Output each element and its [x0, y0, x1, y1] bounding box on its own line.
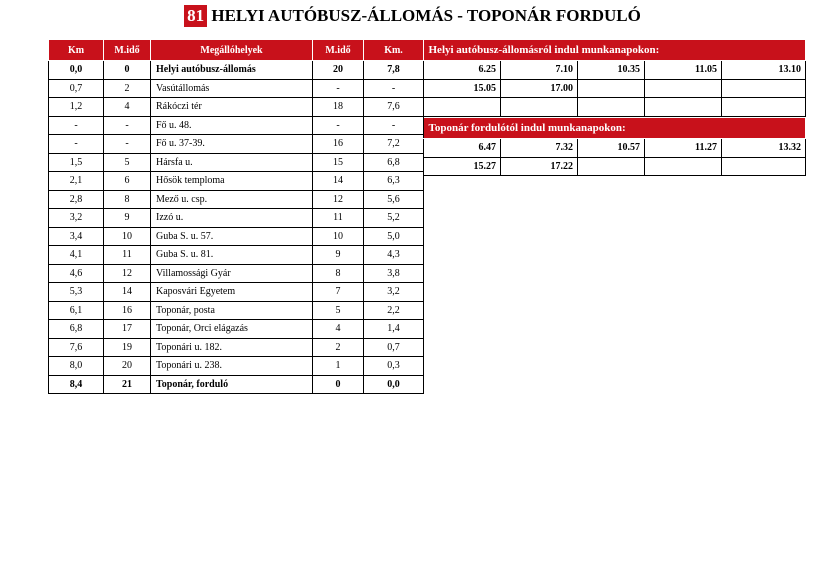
departure-row	[424, 139, 806, 158]
stop-row	[49, 357, 424, 376]
route-number-badge: 81	[184, 5, 207, 27]
stop-km: 0,0	[49, 61, 104, 80]
departure-time: 6.47	[424, 139, 501, 158]
stop-km-return: 5,0	[364, 227, 424, 246]
stop-row	[49, 227, 424, 246]
stop-km-return: 6,8	[364, 153, 424, 172]
stop-name: Toponár, forduló	[151, 375, 313, 394]
stop-km: 6,1	[49, 301, 104, 320]
stops-header-row	[49, 40, 424, 61]
departure-time: 13.10	[722, 61, 806, 80]
stop-travel-time-return: 12	[313, 190, 364, 209]
stop-name: Toponár, posta	[151, 301, 313, 320]
stop-row	[49, 283, 424, 302]
stop-name: Guba S. u. 81.	[151, 246, 313, 265]
departure-time	[501, 98, 578, 117]
stop-row	[49, 301, 424, 320]
stop-km-return: 7,6	[364, 98, 424, 117]
stop-km: 3,4	[49, 227, 104, 246]
stop-travel-time: 2	[104, 79, 151, 98]
stop-travel-time: 19	[104, 338, 151, 357]
stop-km-return: 5,2	[364, 209, 424, 228]
header-km: Km	[49, 40, 104, 61]
stop-travel-time-return: 1	[313, 357, 364, 376]
stop-travel-time-return: 14	[313, 172, 364, 191]
route-title: HELYI AUTÓBUSZ-ÁLLOMÁS - TOPONÁR FORDULÓ	[211, 6, 641, 25]
stop-name: Kaposvári Egyetem	[151, 283, 313, 302]
departure-time	[645, 157, 722, 176]
departure-row	[424, 79, 806, 98]
stop-km-return: 4,3	[364, 246, 424, 265]
stop-travel-time: 6	[104, 172, 151, 191]
stop-travel-time: 17	[104, 320, 151, 339]
stop-travel-time-return: 11	[313, 209, 364, 228]
stop-travel-time-return: 10	[313, 227, 364, 246]
departure-time: 13.32	[722, 139, 806, 158]
stop-km: 2,1	[49, 172, 104, 191]
stop-travel-time: 5	[104, 153, 151, 172]
stop-name: Fő u. 48.	[151, 116, 313, 135]
stop-travel-time: -	[104, 135, 151, 154]
departure-time: 11.27	[645, 139, 722, 158]
stop-row	[49, 172, 424, 191]
stop-row	[49, 264, 424, 283]
stop-km-return: 6,3	[364, 172, 424, 191]
stop-travel-time-return: 4	[313, 320, 364, 339]
stop-row	[49, 79, 424, 98]
departure-time	[424, 98, 501, 117]
stop-row	[49, 135, 424, 154]
stop-name: Toponár, Orci elágazás	[151, 320, 313, 339]
departure-time: 15.27	[424, 157, 501, 176]
departure-time: 17.22	[501, 157, 578, 176]
departure-time	[578, 98, 645, 117]
stop-travel-time: 0	[104, 61, 151, 80]
stop-km-return: 0,3	[364, 357, 424, 376]
departure-time: 7.32	[501, 139, 578, 158]
stop-travel-time: 10	[104, 227, 151, 246]
stop-name: Toponári u. 182.	[151, 338, 313, 357]
header-travel-time-return: M.idő	[313, 40, 364, 61]
departure-time: 10.35	[578, 61, 645, 80]
stop-travel-time: 16	[104, 301, 151, 320]
stop-row	[49, 190, 424, 209]
stop-km-return: -	[364, 79, 424, 98]
departures-from-station-heading: Helyi autóbusz-állomásról indul munkanapokon:	[424, 40, 806, 61]
stop-row	[49, 153, 424, 172]
departure-time: 10.57	[578, 139, 645, 158]
stop-travel-time-return: 16	[313, 135, 364, 154]
stop-travel-time: 21	[104, 375, 151, 394]
stop-name: Izzó u.	[151, 209, 313, 228]
stop-travel-time: 12	[104, 264, 151, 283]
stop-name: Rákóczi tér	[151, 98, 313, 117]
stop-km: 2,8	[49, 190, 104, 209]
stop-row	[49, 375, 424, 394]
departure-time	[722, 157, 806, 176]
stop-km: 1,5	[49, 153, 104, 172]
stop-row	[49, 98, 424, 117]
departure-row	[424, 157, 806, 176]
stops-table	[48, 39, 424, 394]
stop-name: Villamossági Gyár	[151, 264, 313, 283]
stop-name: Toponári u. 238.	[151, 357, 313, 376]
departure-time: 15.05	[424, 79, 501, 98]
stop-km: 4,6	[49, 264, 104, 283]
stop-km: 8,4	[49, 375, 104, 394]
stop-travel-time-return: 8	[313, 264, 364, 283]
stop-km: 5,3	[49, 283, 104, 302]
stop-travel-time-return: 18	[313, 98, 364, 117]
stop-km: 8,0	[49, 357, 104, 376]
stop-name: Vasútállomás	[151, 79, 313, 98]
departures-from-toponar-table	[423, 117, 806, 176]
stop-travel-time-return: -	[313, 79, 364, 98]
stop-travel-time-return: 20	[313, 61, 364, 80]
stop-travel-time-return: 15	[313, 153, 364, 172]
stop-travel-time: 14	[104, 283, 151, 302]
stop-row	[49, 61, 424, 80]
stop-name: Mező u. csp.	[151, 190, 313, 209]
stop-travel-time-return: 2	[313, 338, 364, 357]
stop-travel-time-return: 0	[313, 375, 364, 394]
stop-km-return: 5,6	[364, 190, 424, 209]
stop-travel-time: 8	[104, 190, 151, 209]
stop-km-return: 1,4	[364, 320, 424, 339]
departure-time: 17.00	[501, 79, 578, 98]
header-km-return: Km.	[364, 40, 424, 61]
stop-travel-time-return: -	[313, 116, 364, 135]
stop-row	[49, 116, 424, 135]
stop-km-return: 2,2	[364, 301, 424, 320]
stop-travel-time-return: 9	[313, 246, 364, 265]
departures-from-toponar-heading: Toponár fordulótól indul munkanapokon:	[424, 118, 806, 139]
stop-travel-time: 4	[104, 98, 151, 117]
stop-km: 3,2	[49, 209, 104, 228]
stop-km-return: 7,8	[364, 61, 424, 80]
stop-name: Guba S. u. 57.	[151, 227, 313, 246]
departure-time	[645, 79, 722, 98]
stop-travel-time: 20	[104, 357, 151, 376]
header-stops: Megállóhelyek	[151, 40, 313, 61]
stop-travel-time: -	[104, 116, 151, 135]
stop-travel-time: 9	[104, 209, 151, 228]
stop-travel-time: 11	[104, 246, 151, 265]
stop-name: Fő u. 37-39.	[151, 135, 313, 154]
page-title	[0, 5, 825, 27]
stop-row	[49, 338, 424, 357]
stop-row	[49, 246, 424, 265]
departure-time	[578, 79, 645, 98]
stop-km-return: 0,0	[364, 375, 424, 394]
stop-name: Hársfa u.	[151, 153, 313, 172]
stop-km-return: 3,2	[364, 283, 424, 302]
stop-km: 7,6	[49, 338, 104, 357]
stop-km-return: 0,7	[364, 338, 424, 357]
stop-km-return: 7,2	[364, 135, 424, 154]
stop-travel-time-return: 5	[313, 301, 364, 320]
stop-km: 4,1	[49, 246, 104, 265]
departure-time	[578, 157, 645, 176]
departure-time	[722, 98, 806, 117]
stop-km-return: -	[364, 116, 424, 135]
stop-km: 1,2	[49, 98, 104, 117]
header-travel-time: M.idő	[104, 40, 151, 61]
departure-time: 7.10	[501, 61, 578, 80]
departure-time: 11.05	[645, 61, 722, 80]
departure-time	[645, 98, 722, 117]
departures-from-station-table	[423, 39, 806, 117]
stop-name: Hősök temploma	[151, 172, 313, 191]
departure-time	[722, 79, 806, 98]
stop-km: 6,8	[49, 320, 104, 339]
stop-km: -	[49, 135, 104, 154]
stop-name: Helyi autóbusz-állomás	[151, 61, 313, 80]
stop-travel-time-return: 7	[313, 283, 364, 302]
departure-row	[424, 98, 806, 117]
stop-row	[49, 209, 424, 228]
stop-km: 0,7	[49, 79, 104, 98]
stop-km: -	[49, 116, 104, 135]
departure-row	[424, 61, 806, 80]
departure-time: 6.25	[424, 61, 501, 80]
stop-row	[49, 320, 424, 339]
stop-km-return: 3,8	[364, 264, 424, 283]
